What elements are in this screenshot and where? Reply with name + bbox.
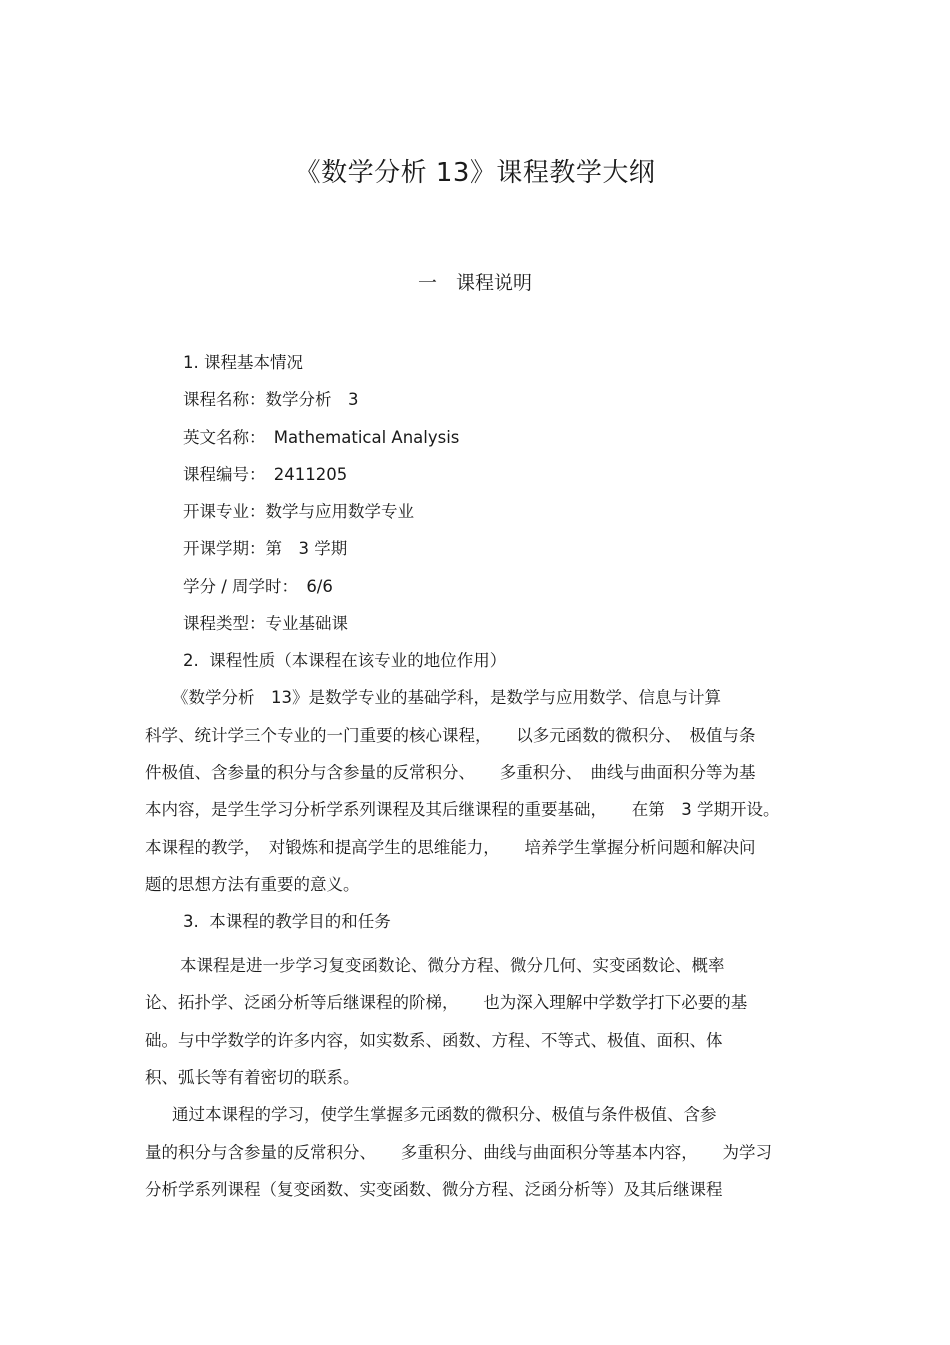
- paragraph-line: 通过本课程的学习，使学生掌握多元函数的微积分、极值与条件极值、含参: [172, 1105, 717, 1124]
- paragraph-line: 题的思想方法有重要的意义。: [145, 875, 360, 894]
- paragraph-line: 论、拓扑学、泛函分析等后继课程的阶梯， 也为深入理解中学数学打下必要的基: [145, 993, 748, 1012]
- field-value: 2411205: [257, 465, 348, 484]
- field-semester: [183, 541, 347, 558]
- field-label: 课程名称：: [183, 390, 266, 409]
- paragraph-line: 量的积分与含参量的反常积分、 多重积分、曲线与曲面积分等基本内容， 为学习: [145, 1143, 772, 1162]
- field-course-type: [183, 616, 348, 633]
- paragraph-line: 件极值、含参量的积分与含参量的反常积分、 多重积分、 曲线与曲面积分等为基: [145, 763, 756, 782]
- field-label: 开课学期：: [183, 539, 266, 558]
- field-value: 第 3 学期: [265, 539, 348, 558]
- purpose-heading: 3. 本课程的教学目的和任务: [183, 912, 391, 931]
- field-label: 开课专业：: [183, 502, 266, 521]
- paragraph-line: 积、弧长等有着密切的联系。: [145, 1068, 360, 1087]
- field-credits-hours: [183, 579, 333, 596]
- field-english-name: [183, 430, 459, 447]
- field-value: 专业基础课: [265, 614, 348, 633]
- paragraph-line: 础。与中学数学的许多内容，如实数系、函数、方程、不等式、极值、面积、体: [145, 1031, 723, 1050]
- field-value: 6/6: [289, 577, 333, 596]
- field-major: [183, 504, 414, 521]
- basic-info-heading: 1. 课程基本情况: [183, 353, 303, 372]
- field-value: 数学与应用数学专业: [265, 502, 414, 521]
- section-heading: 一 课程说明: [417, 272, 532, 294]
- nature-heading: 2. 课程性质（本课程在该专业的地位作用）: [183, 651, 507, 670]
- paragraph-line: 本课程是进一步学习复变函数论、微分方程、微分几何、实变函数论、概率: [180, 956, 725, 975]
- document-title: 《数学分析 13》课程教学大纲: [294, 158, 656, 188]
- field-course-name: [183, 392, 359, 409]
- field-value: Mathematical Analysis: [257, 428, 460, 447]
- field-label: 课程编号：: [183, 465, 258, 484]
- field-value: 数学分析 3: [265, 390, 359, 409]
- paragraph-line: 本内容，是学生学习分析学系列课程及其后继课程的重要基础， 在第 3 学期开设。: [145, 800, 780, 819]
- paragraph-line: 分析学系列课程（复变函数、实变函数、微分方程、泛函分析等）及其后继课程: [145, 1180, 723, 1199]
- field-label: 英文名称：: [183, 428, 258, 447]
- field-label: 课程类型：: [183, 614, 266, 633]
- field-label: 学分 / 周学时：: [183, 577, 290, 596]
- field-course-code: [183, 467, 347, 484]
- paragraph-line: 本课程的教学， 对锻炼和提高学生的思维能力， 培养学生掌握分析问题和解决问: [145, 838, 756, 857]
- paragraph-line: 《数学分析 13》是数学专业的基础学科，是数学与应用数学、信息与计算: [172, 688, 721, 707]
- paragraph-line: 科学、统计学三个专业的一门重要的核心课程， 以多元函数的微积分、 极值与条: [145, 726, 756, 745]
